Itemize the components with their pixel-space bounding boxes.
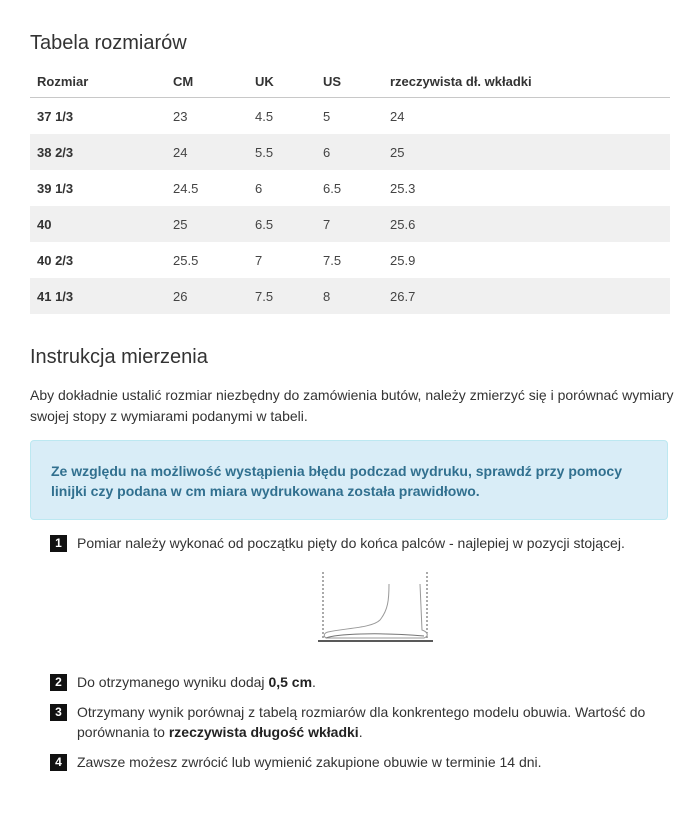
- cell-size: 40: [30, 206, 166, 242]
- cell-us: 8: [316, 278, 383, 314]
- cell-insole: 26.7: [383, 278, 670, 314]
- cell-cm: 23: [173, 108, 188, 124]
- cell-us: 7: [316, 206, 383, 242]
- cell-insole: 25: [383, 134, 670, 170]
- step-text-part: Do otrzymanego wyniku dodaj: [77, 674, 269, 690]
- cell-cm: 25: [166, 206, 248, 242]
- step-text-highlight: rzeczywista długość wkładki: [168, 724, 359, 740]
- table-row: [30, 134, 670, 170]
- cell-us: 6: [316, 134, 383, 170]
- step-text-highlight: 0,5 cm: [268, 674, 313, 690]
- size-table-title: Tabela rozmiarów: [30, 32, 187, 54]
- table-row: [30, 98, 670, 135]
- foot-measurement-icon: [316, 570, 436, 646]
- cell-cm: 24: [166, 134, 248, 170]
- step-text: [77, 672, 316, 692]
- cell-size: 38 2/3: [30, 134, 166, 170]
- table-row: [30, 170, 670, 206]
- step-item: [50, 702, 670, 742]
- cell-us: 7.5: [323, 252, 342, 268]
- cell-insole: 25.6: [383, 206, 670, 242]
- cell-cm: 26: [166, 278, 248, 314]
- step-number-badge: 1: [50, 535, 67, 552]
- step-text: [77, 702, 670, 742]
- step-text-part: .: [312, 674, 316, 690]
- cell-size: 37 1/3: [37, 108, 74, 124]
- cell-size: 39 1/3: [37, 180, 74, 196]
- instructions-intro: Aby dokładnie ustalić rozmiar niezbędny do zamówienia butów, należy zmierzyć się i porównać wymiary swojej stopy z wymiarami podanymi w tabeli.: [30, 387, 674, 424]
- step-number-badge: 4: [50, 754, 67, 771]
- header-cm: CM: [166, 66, 248, 98]
- step-number-badge: 3: [50, 704, 67, 721]
- table-row: [30, 206, 670, 242]
- step-item: [50, 533, 670, 553]
- size-table: [30, 66, 670, 314]
- cell-insole: 25.3: [390, 180, 416, 196]
- header-size: Rozmiar: [30, 66, 166, 98]
- cell-uk: 7.5: [248, 278, 316, 314]
- step-text-part: .: [358, 724, 363, 740]
- step-text: Zawsze możesz zwrócić lub wymienić zakupione obuwie w terminie 14 dni.: [77, 754, 542, 770]
- size-table-header-row: [30, 66, 670, 98]
- header-uk: UK: [248, 66, 316, 98]
- cell-us: 5: [323, 108, 331, 124]
- cell-us: 6.5: [323, 180, 342, 196]
- cell-insole: 24: [390, 108, 405, 124]
- instructions-title: Instrukcja mierzenia: [30, 346, 208, 368]
- cell-uk: 5.5: [248, 134, 316, 170]
- table-row: [30, 278, 670, 314]
- cell-cm: 25.5: [173, 252, 199, 268]
- step-number-badge: 2: [50, 674, 67, 691]
- cell-size: 41 1/3: [30, 278, 166, 314]
- header-insole-length: rzeczywista dł. wkładki: [383, 66, 670, 98]
- cell-uk: 6.5: [248, 206, 316, 242]
- header-us: US: [316, 66, 383, 98]
- step-item: [50, 752, 670, 772]
- cell-uk: 6: [255, 180, 263, 196]
- table-row: [30, 242, 670, 278]
- alert-text: Ze względu na możliwość wystąpienia błędu podczad wydruku, sprawdź przy pomocy linijki czy podana w cm miara wydrukowana została prawidłowo.: [51, 463, 622, 499]
- print-accuracy-alert: [30, 440, 668, 520]
- step-item: [50, 672, 670, 692]
- step-text: Pomiar należy wykonać od początku pięty do końca palców - najlepiej w pozycji stojącej.: [77, 535, 625, 551]
- step-text-part: Otrzymany wynik porównaj z tabelą rozmiarów dla konkrentego modelu obuwia. Wartość do porównania to: [77, 704, 646, 740]
- cell-uk: 4.5: [255, 108, 274, 124]
- cell-insole: 25.9: [390, 252, 416, 268]
- cell-size: 40 2/3: [37, 252, 74, 268]
- cell-uk: 7: [255, 252, 263, 268]
- cell-cm: 24.5: [173, 180, 199, 196]
